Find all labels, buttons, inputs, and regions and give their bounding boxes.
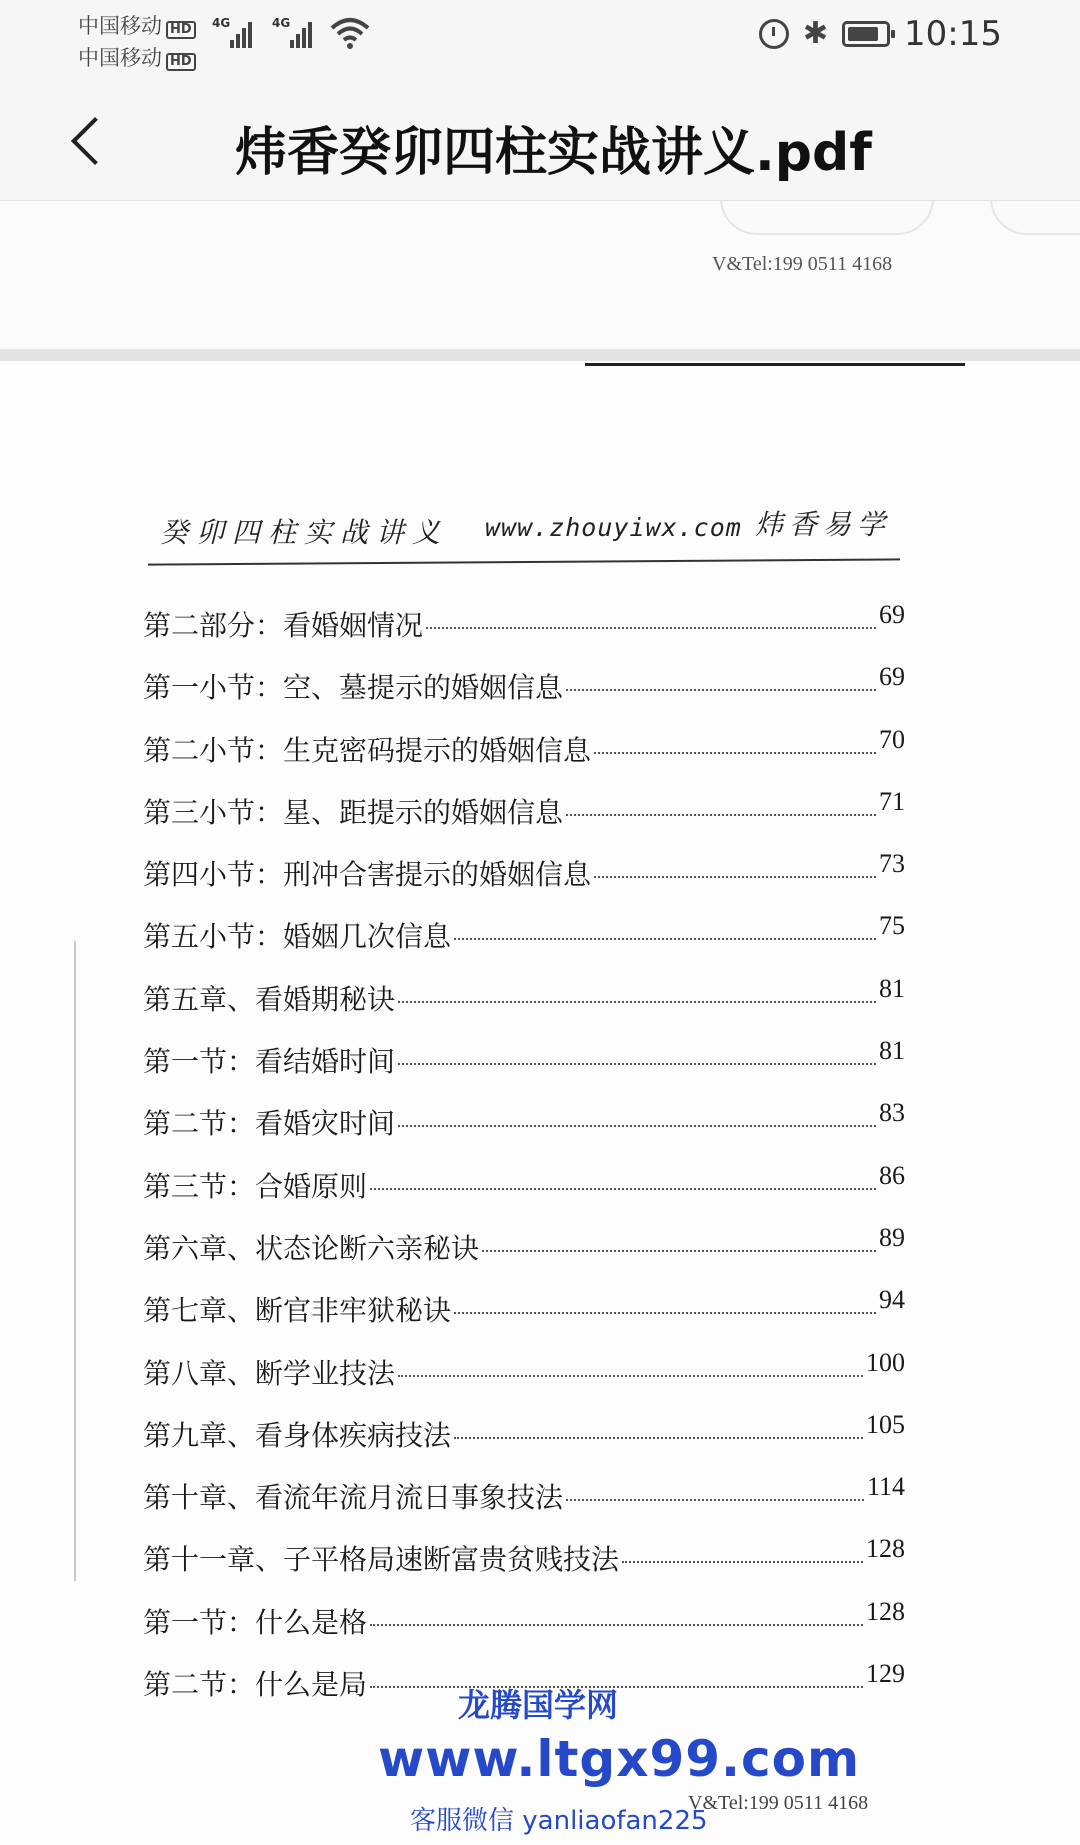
back-button[interactable]: [60, 110, 120, 176]
toc-page-number: 69: [879, 600, 905, 629]
toc-entry[interactable]: [143, 1596, 905, 1663]
document-title: 炜香癸卯四柱实战讲义.pdf: [235, 123, 872, 183]
toc-entry[interactable]: [143, 1534, 905, 1600]
toc-page-number: 128: [866, 1596, 905, 1626]
toc-entry[interactable]: [143, 662, 905, 728]
toc-entry-label: 第十章、看流年流月流日事象技法: [143, 1481, 564, 1515]
running-head-title: 癸卯四柱实战讲义: [160, 516, 449, 549]
toc-page-number: 86: [879, 1160, 905, 1190]
clock: 10:15: [904, 14, 1002, 54]
toc-entry[interactable]: [143, 1160, 905, 1227]
toc-entry[interactable]: [143, 1098, 905, 1164]
alarm-icon: [759, 19, 789, 49]
toc-leader-dots: [370, 1188, 876, 1190]
toc-entry[interactable]: [143, 849, 905, 915]
table-of-contents: [143, 600, 905, 1725]
toc-entry-label: 第八章、断学业技法: [143, 1356, 396, 1390]
toc-leader-dots: [426, 627, 876, 629]
watermark-site-name: 龙腾国学网: [458, 1686, 619, 1724]
carrier-2: [78, 42, 196, 72]
toc-page-number: 81: [879, 973, 905, 1003]
toc-entry-label: 第二部分：看婚姻情况: [143, 609, 424, 642]
toc-entry-label: 第二节：看婚灾时间: [143, 1107, 396, 1141]
toc-leader-dots: [566, 689, 876, 691]
scan-edge-rule: [585, 363, 965, 366]
toc-entry[interactable]: [143, 911, 905, 977]
pdf-viewer[interactable]: [0, 201, 1080, 1845]
toc-page-number: 83: [879, 1098, 905, 1128]
toc-page-number: 70: [879, 724, 905, 754]
status-bar: [0, 0, 1080, 88]
toc-page-number: 81: [879, 1036, 905, 1066]
toc-entry[interactable]: [143, 724, 905, 791]
hd-badge-2: HD: [166, 53, 196, 71]
toc-entry-label: 第一节：看结婚时间: [143, 1045, 396, 1079]
toc-entry[interactable]: [143, 973, 905, 1040]
toc-entry-label: 第一节：什么是格: [143, 1605, 368, 1639]
running-head-brand: 炜香易学: [755, 508, 892, 541]
network-type-1: 4G: [212, 16, 231, 30]
previous-page-contact: V&Tel:199 0511 4168: [712, 253, 893, 275]
page-contact: V&Tel:199 0511 4168: [688, 1792, 869, 1814]
previous-page: [0, 201, 1080, 349]
toc-leader-dots: [398, 1063, 876, 1065]
toc-page-number: 114: [866, 1472, 905, 1502]
floating-control: [720, 201, 934, 235]
toc-page-number: 69: [879, 662, 905, 692]
toc-entry-label: 第二小节：生克密码提示的婚姻信息: [143, 733, 592, 767]
toc-page-number: 128: [866, 1534, 905, 1564]
carrier-2-label: 中国移动: [78, 46, 162, 70]
carrier-1: [78, 10, 196, 40]
toc-entry-label: 第六章、状态论断六亲秘诀: [143, 1231, 480, 1265]
toc-entry[interactable]: [143, 786, 905, 853]
toc-leader-dots: [622, 1561, 863, 1563]
toc-entry-label: 第三节：合婚原则: [143, 1169, 368, 1203]
toc-entry[interactable]: [143, 1472, 905, 1538]
running-head: [160, 509, 895, 555]
running-head-rule: [148, 558, 900, 565]
toc-entry-label: 第五小节：婚姻几次信息: [143, 920, 452, 954]
toc-entry[interactable]: [143, 1036, 905, 1102]
toc-leader-dots: [398, 1001, 876, 1003]
toc-entry-label: 第九章、看身体疾病技法: [143, 1418, 452, 1452]
toc-leader-dots: [594, 752, 876, 754]
carrier-1-label: 中国移动: [78, 14, 162, 38]
toc-page-number: 105: [866, 1409, 905, 1439]
toc-leader-dots: [454, 938, 876, 940]
scan-edge-mark: [74, 941, 76, 1581]
toc-leader-dots: [370, 1624, 863, 1626]
toc-entry-label: 第一小节：空、墓提示的婚姻信息: [143, 671, 564, 705]
toc-entry-label: 第十一章、子平格局速断富贵贫贱技法: [143, 1543, 620, 1577]
toc-leader-dots: [454, 1312, 876, 1314]
toc-page-number: 94: [879, 1285, 905, 1315]
wifi-icon: [330, 16, 370, 50]
app-header: [0, 88, 1080, 201]
toc-page-number: 75: [879, 911, 905, 941]
toc-entry[interactable]: [143, 1347, 905, 1414]
toc-entry-label: 第三小节：星、距提示的婚姻信息: [143, 795, 564, 829]
toc-page-number: 129: [866, 1659, 905, 1689]
toc-entry-label: 第二节：什么是局: [143, 1668, 368, 1702]
page-separator: [0, 349, 1080, 361]
toc-leader-dots: [398, 1125, 876, 1127]
toc-leader-dots: [454, 1437, 863, 1439]
toc-entry[interactable]: [143, 1409, 905, 1476]
toc-leader-dots: [566, 814, 876, 816]
watermark-contact: 客服微信 yanliaofan225: [410, 1806, 708, 1836]
signal-icon: [212, 16, 254, 48]
toc-entry-label: 第五章、看婚期秘诀: [143, 982, 396, 1016]
signal-icon: [272, 16, 314, 48]
hd-badge-1: HD: [166, 21, 196, 39]
toc-leader-dots: [482, 1250, 876, 1252]
floating-control: [990, 201, 1080, 235]
pdf-page: [0, 361, 1080, 1845]
battery-icon: [842, 21, 890, 47]
toc-leader-dots: [566, 1499, 864, 1501]
toc-entry[interactable]: [143, 1222, 905, 1289]
toc-page-number: 73: [879, 849, 905, 879]
running-head-url: www.zhouyiwx.com: [485, 513, 742, 542]
toc-page-number: 71: [879, 786, 905, 816]
bluetooth-icon: ✱: [802, 16, 829, 51]
toc-entry[interactable]: [143, 1285, 905, 1351]
toc-leader-dots: [398, 1375, 863, 1377]
watermark-url: www.ltgx99.com: [378, 1730, 861, 1788]
toc-page-number: 100: [866, 1347, 905, 1377]
toc-leader-dots: [594, 876, 876, 878]
toc-entry-label: 第四小节：刑冲合害提示的婚姻信息: [143, 858, 592, 892]
network-type-2: 4G: [272, 16, 291, 30]
toc-entry-label: 第七章、断官非牢狱秘诀: [143, 1294, 452, 1328]
toc-entry[interactable]: [143, 600, 905, 666]
toc-page-number: 89: [879, 1222, 905, 1252]
